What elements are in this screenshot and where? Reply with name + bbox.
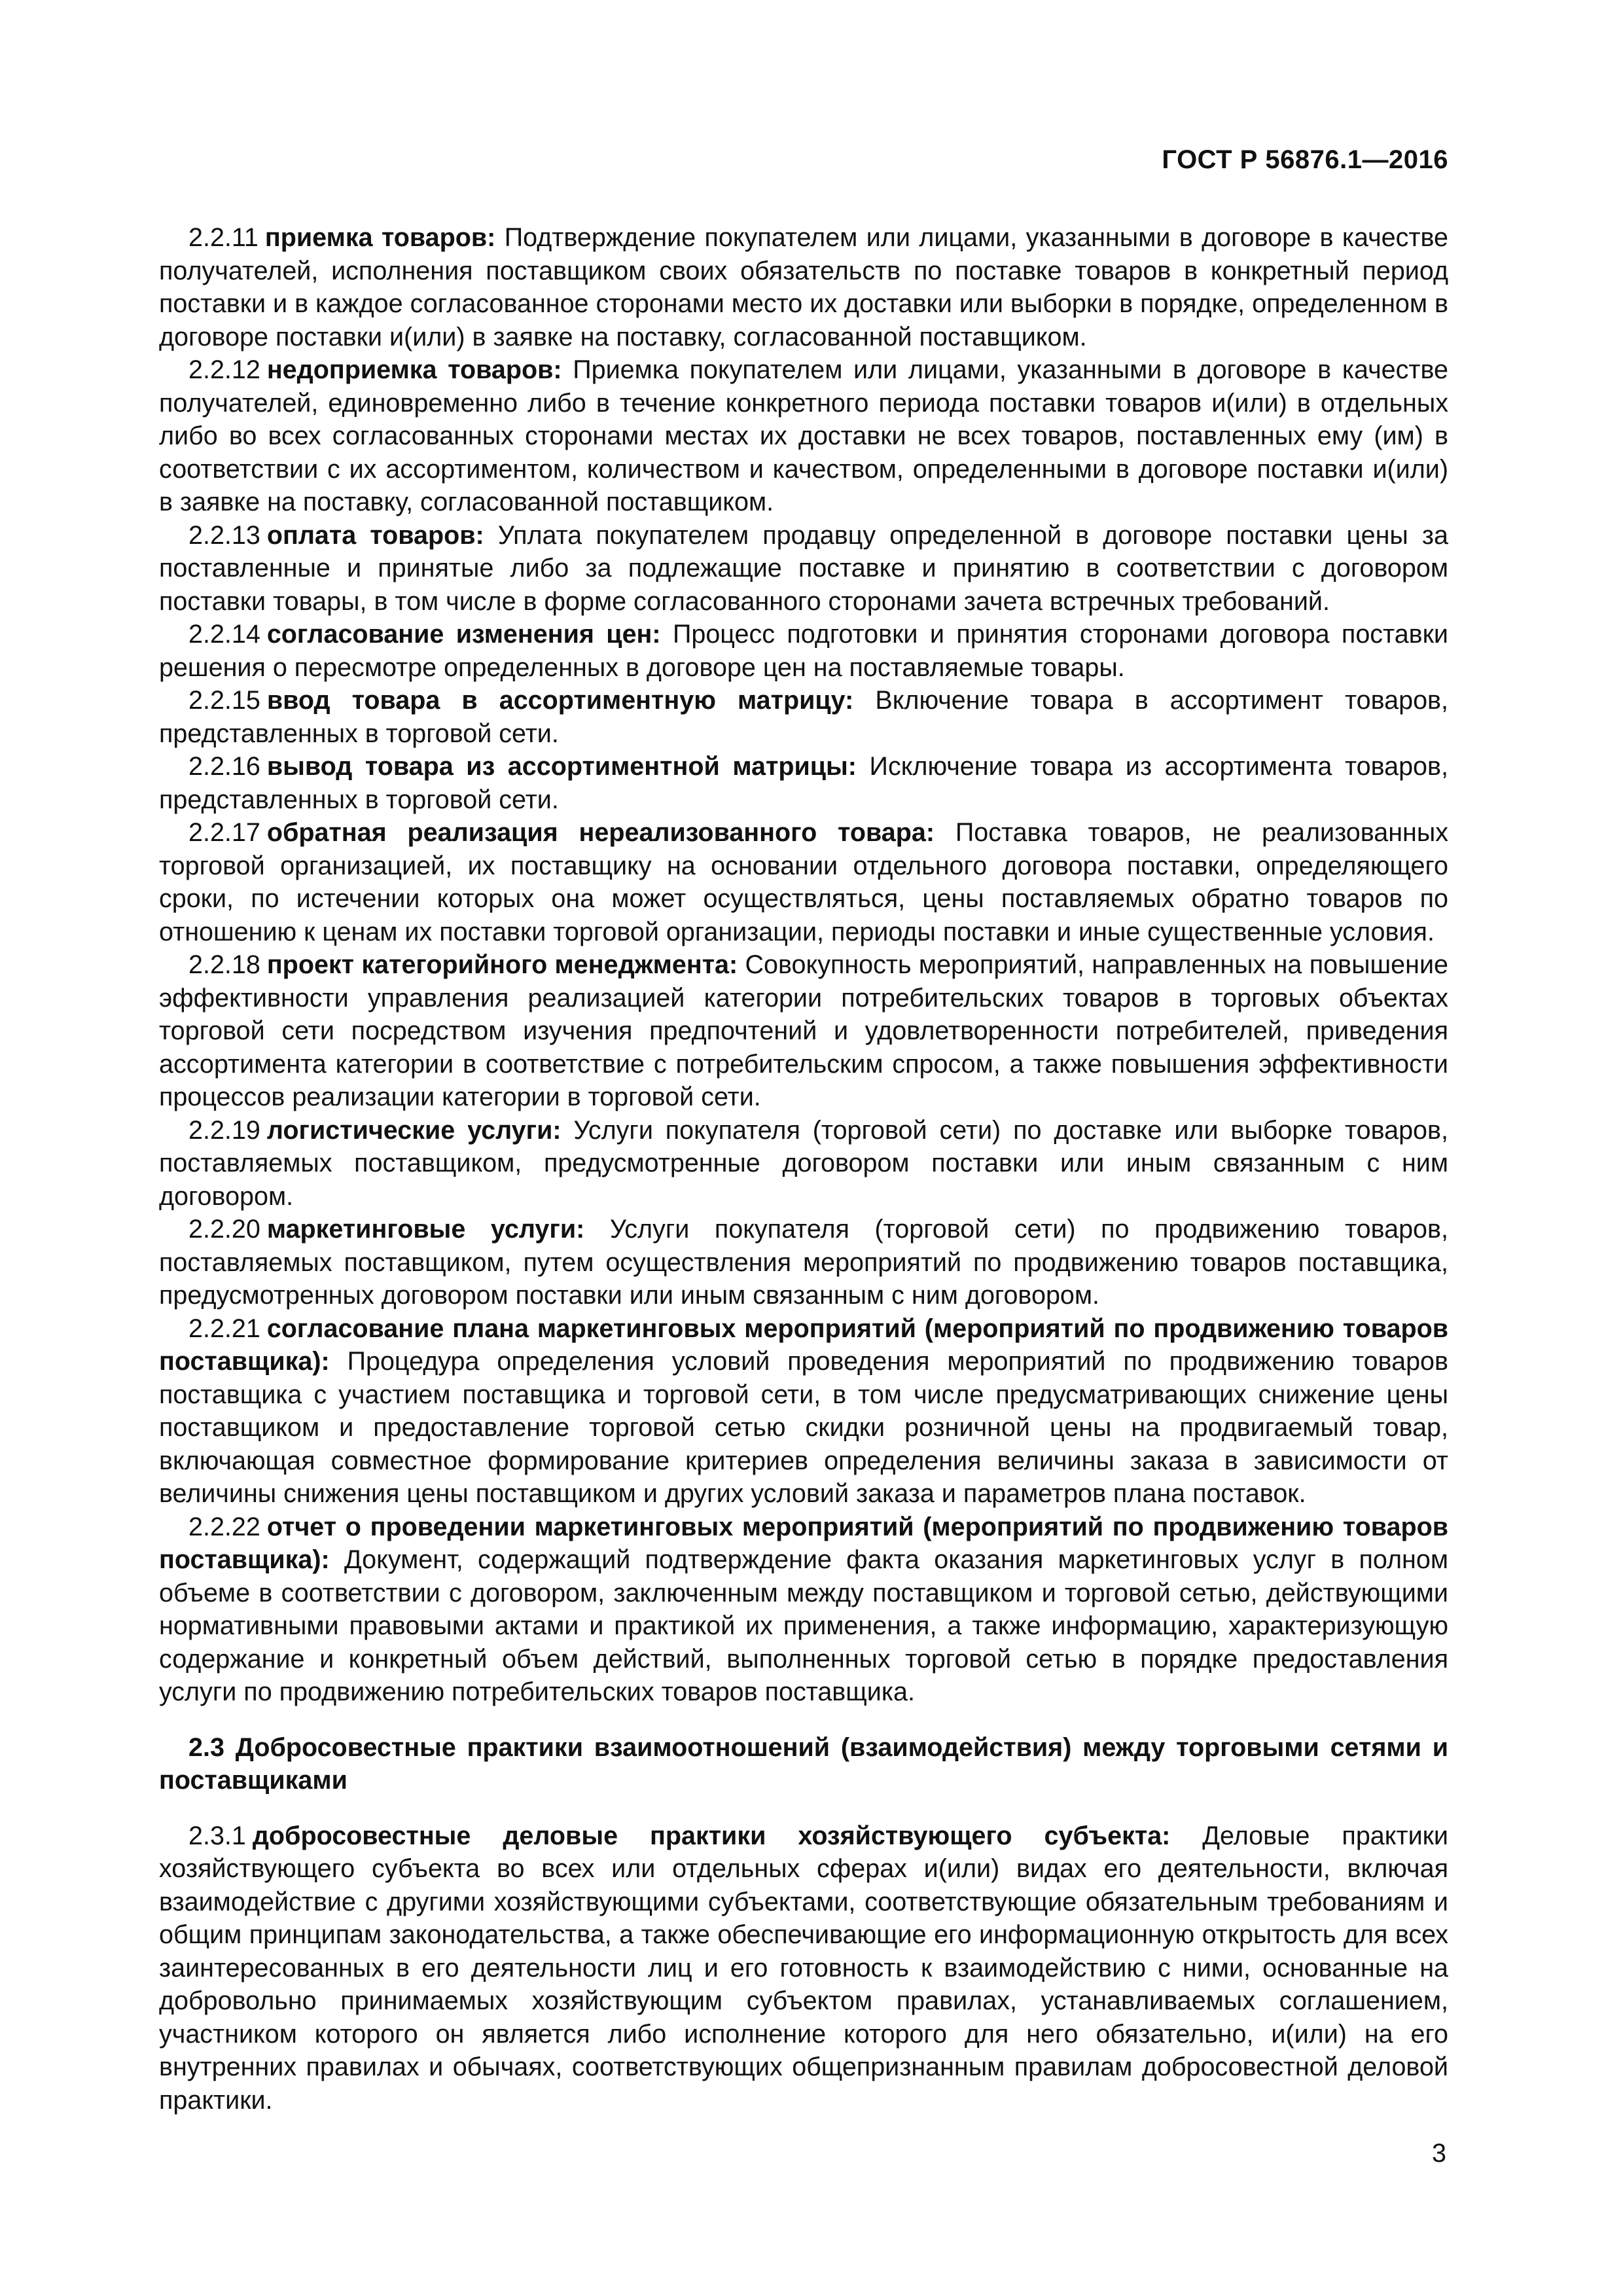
section-heading: 2.3 Добросовестные практики взаимоотношений (взаимодействия) между торговыми сетями и поставщиками	[159, 1732, 1448, 1795]
definition-text: Исключение товара из ассортимента товаров, представленных в торговой сети.	[159, 752, 1448, 814]
clause-number: 2.2.13	[188, 520, 260, 550]
term: вывод товара из ассортиментной матрицы:	[266, 752, 857, 781]
definition-text: Включение товара в ассортимент товаров, представленных в торговой сети.	[159, 686, 1448, 748]
term: оплата товаров:	[266, 520, 484, 550]
term: ввод товара в ассортиментную матрицу:	[266, 686, 854, 715]
document-code: ГОСТ Р 56876.1—2016	[1162, 145, 1448, 174]
clause-number: 2.2.12	[188, 355, 260, 384]
term: обратная реализация нереализованного товара:	[266, 818, 935, 847]
definition-2-2-12	[159, 353, 1448, 519]
term: отчет о проведении маркетинговых мероприятий (мероприятий по продвижению товаров поставщика):	[159, 1512, 1448, 1574]
definition-2-2-21	[159, 1312, 1448, 1511]
definition-text: Подтверждение покупателем или лицами, указанными в договоре в качестве получателей, исполнения поставщиком своих обязательств по поставке товаров в конкретный период поставки и в каждое согласованное сторонами место их доставки или выборки в порядке, определенном в договоре поставки и(или) в заявке на поставку, согласованной поставщиком.	[159, 223, 1448, 351]
clause-number: 2.2.16	[188, 752, 260, 781]
clause-number: 2.2.19	[188, 1115, 260, 1145]
definition-2-2-16	[159, 750, 1448, 816]
definition-text: Совокупность мероприятий, направленных на повышение эффективности управления реализацией категории потребительских товаров в торговых объектах торговой сети посредством изучения предпочтений и удовлетворенности потребителей, приведения ассортимента категории в соответствие с потребительским спросом, а также повышения эффективности процессов реализации категории в торговой сети.	[159, 950, 1448, 1111]
clause-number: 2.2.14	[188, 620, 260, 649]
definition-2-2-20	[159, 1213, 1448, 1312]
definition-2-2-19	[159, 1114, 1448, 1213]
definition-text: Приемка покупателем или лицами, указанными в договоре в качестве получателей, единовременно либо в течение конкретного периода поставки товаров и(или) в отдельных либо во всех согласованных сторонами местах их доставки не всех товаров, поставленных ему (им) в соответствии с их ассортиментом, количеством и качеством, определенными в договоре поставки и(или) в заявке на поставку, согласованной поставщиком.	[159, 355, 1448, 516]
definition-2-2-17	[159, 816, 1448, 948]
clause-number: 2.2.20	[188, 1215, 260, 1244]
definition-text: Деловые практики хозяйствующего субъекта во всех или отдельных сферах и(или) видах его деятельности, включая взаимодействие с другими хозяйствующими субъектами, соответствующие обязательным требованиям и общим принципам законодательства, а также обеспечивающие его информационную открытость для всех заинтересованных в его деятельности лиц и его готовность к взаимодействию с ними, основанные на добровольно принимаемых хозяйствующим субъектом правилах, устанавливаемых соглашением, участником которого он является либо исполнение которого для него обязательно, и(или) на его внутренних правилах и обычаях, соответствующих общепризнанным правилам добросовестной деловой практики.	[159, 1821, 1448, 2115]
definition-2-2-13	[159, 519, 1448, 619]
clause-number: 2.3.1	[188, 1821, 246, 1850]
definition-2-2-15	[159, 684, 1448, 750]
definition-text: Услуги покупателя (торговой сети) по доставке или выборке товаров, поставляемых поставщиком, предусмотренные договором поставки или иным связанным с ним договором.	[159, 1115, 1448, 1211]
term: недоприемка товаров:	[266, 355, 562, 384]
term: маркетинговые услуги:	[266, 1215, 585, 1244]
page-content	[159, 221, 1448, 2117]
clause-number: 2.2.15	[188, 686, 260, 715]
term: логистические услуги:	[266, 1115, 562, 1145]
definition-text: Уплата покупателем продавцу определенной в договоре поставки цены за поставленные и принятые либо за подлежащие поставке и принятию в соответствии с договором поставки товары, в том числе в форме согласованного сторонами зачета встречных требований.	[159, 520, 1448, 616]
definition-text: Процедура определения условий проведения мероприятий по продвижению товаров поставщика с участием поставщика и торговой сети, в том числе предусматривающих снижение цены поставщиком и предоставление торговой сетью скидки розничной цены на продвигаемый товар, включающая совместное формирование критериев определения величины заказа в зависимости от величины снижения цены поставщиком и других условий заказа и параметров плана поставок.	[159, 1347, 1448, 1508]
definition-text: Документ, содержащий подтверждение факта оказания маркетинговых услуг в полном объеме в соответствии с договором, заключенным между поставщиком и торговой сетью, действующими нормативными правовыми актами и практикой их применения, а также информацию, характеризующую содержание и конкретный объем действий, выполненных торговой сетью в порядке предоставления услуги по продвижению потребительских товаров поставщика.	[159, 1545, 1448, 1706]
clause-number: 2.2.17	[188, 818, 260, 847]
clause-number: 2.2.21	[188, 1314, 260, 1343]
term: проект категорийного менеджмента:	[266, 950, 738, 979]
definition-2-3-1	[159, 1820, 1448, 2117]
clause-number: 2.2.11	[188, 223, 259, 252]
definition-2-2-18	[159, 948, 1448, 1114]
definition-text: Процесс подготовки и принятия сторонами договора поставки решения о пересмотре определенных в договоре цен на поставляемые товары.	[159, 620, 1448, 682]
page-number: 3	[1432, 2139, 1446, 2168]
clause-number: 2.2.18	[188, 950, 260, 979]
definition-2-2-14	[159, 618, 1448, 684]
definition-2-2-22	[159, 1511, 1448, 1709]
term: добросовестные деловые практики хозяйствующего субъекта:	[252, 1821, 1171, 1850]
term: приемка товаров:	[264, 223, 496, 252]
clause-number: 2.2.22	[188, 1512, 260, 1541]
term: согласование изменения цен:	[266, 620, 661, 649]
definition-text: Поставка товаров, не реализованных торговой организацией, их поставщику на основании отдельного договора поставки, определяющего сроки, по истечении которых она может осуществляться, цены поставляемых обратно товаров по отношению к ценам их поставки торговой организации, периоды поставки и иные существенные условия.	[159, 818, 1448, 946]
definition-2-2-11	[159, 221, 1448, 353]
term: согласование плана маркетинговых мероприятий (мероприятий по продвижению товаров поставщика):	[159, 1314, 1448, 1376]
definition-text: Услуги покупателя (торговой сети) по продвижению товаров, поставляемых поставщиком, путем осуществления мероприятий по продвижению товаров поставщика, предусмотренных договором поставки или иным связанным с ним договором.	[159, 1215, 1448, 1310]
